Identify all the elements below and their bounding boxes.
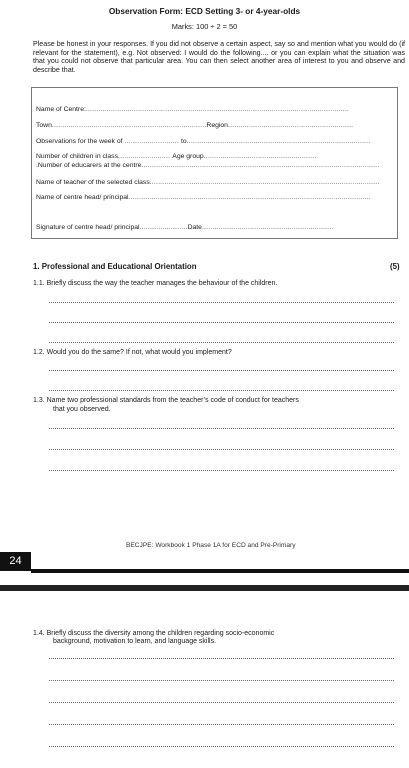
question-1-2: 1.2. Would you do the same? If not, what would you implement?: [33, 349, 232, 356]
section-marks: (5): [390, 262, 400, 271]
question-1-4-line2: background, motivation to learn, and language skills.: [53, 638, 217, 646]
answer-line[interactable]: [49, 680, 394, 681]
answer-line[interactable]: [49, 390, 394, 391]
to-label: to: [181, 138, 187, 145]
question-1-4: [33, 630, 398, 647]
answer-line[interactable]: [49, 370, 394, 371]
answer-line[interactable]: [49, 746, 394, 747]
answer-line[interactable]: [49, 658, 394, 659]
answer-line[interactable]: [49, 322, 394, 323]
question-1-1: 1.1. Briefly discuss the way the teacher manages the behaviour of the children.: [33, 280, 278, 287]
answer-line[interactable]: [49, 470, 394, 471]
footer-bar: [31, 569, 409, 573]
centre-name-label: Name of Centre:: [36, 106, 86, 113]
children-count-label: Number of children in class: [36, 153, 118, 160]
form-title: Observation Form: ECD Setting 3- or 4-year-olds: [108, 6, 301, 16]
date-label: Date: [187, 224, 202, 231]
section-title: 1. Professional and Educational Orientation: [33, 262, 197, 271]
instructions-paragraph: Please be honest in your responses. If you did not observe a certain aspect, say so and mention what you would do (if relevant for the statement), e.g. Not observed: I would do the following.... or you can explain what the situation was that you could not observe that particular area. You can then select another area of interest to you and observe and describe that.: [33, 40, 405, 74]
educarers-row: .Number of educarers at the centre..................................................................................................................: [36, 162, 380, 169]
question-1-4-line1: 1.4. Briefly discuss the diversity among the children regarding socio-economic: [33, 630, 275, 637]
head-name-row: Name of centre head/ principal....................................................................................................................: [36, 194, 371, 201]
head-name-label: Name of centre head/ principal: [36, 194, 129, 201]
answer-line[interactable]: [49, 342, 394, 343]
observation-week-label: Observations for the week of: [36, 138, 123, 145]
answer-line[interactable]: [49, 428, 394, 429]
town-label: Town: [36, 122, 52, 129]
centre-details-box: [31, 87, 398, 239]
answer-line[interactable]: [49, 449, 394, 450]
teacher-name-row: Name of teacher of the selected class..............................................................................................................: [36, 179, 380, 186]
footer-text: BECJPE: Workbook 1 Phase 1A for ECD and Pre-Primary: [126, 542, 296, 549]
age-group-label: Age group: [172, 153, 204, 160]
signature-label: Signature of centre head/ principal: [36, 224, 140, 231]
signature-date-row: Signature of centre head/ principal.......................Date...............................................................: [36, 224, 334, 231]
answer-line[interactable]: [49, 702, 394, 703]
teacher-name-label: Name of teacher of the selected class: [36, 179, 150, 186]
page-divider: [0, 585, 409, 591]
page-number: 24: [0, 552, 31, 571]
town-region-row: Town..........................................................................Region............................................................: [36, 122, 354, 129]
region-label: Region: [206, 122, 228, 129]
answer-line[interactable]: [49, 724, 394, 725]
observation-week-row: Observations for the week of .......................... to........................................................................................: [36, 138, 371, 145]
centre-name-row: Name of Centre:..............................................................................................................................: [36, 106, 350, 113]
question-1-3-continued: that you observed.: [53, 406, 111, 413]
educarers-label: .Number of educarers at the centre: [36, 162, 142, 169]
children-age-row: Number of children in class......................... Age group......................................................: [36, 153, 317, 160]
answer-line[interactable]: [49, 302, 394, 303]
question-1-3: 1.3. Name two professional standards from the teacher’s code of conduct for teachers: [33, 397, 299, 404]
marks-line: Marks: 100 ÷ 2 = 50: [171, 22, 238, 31]
